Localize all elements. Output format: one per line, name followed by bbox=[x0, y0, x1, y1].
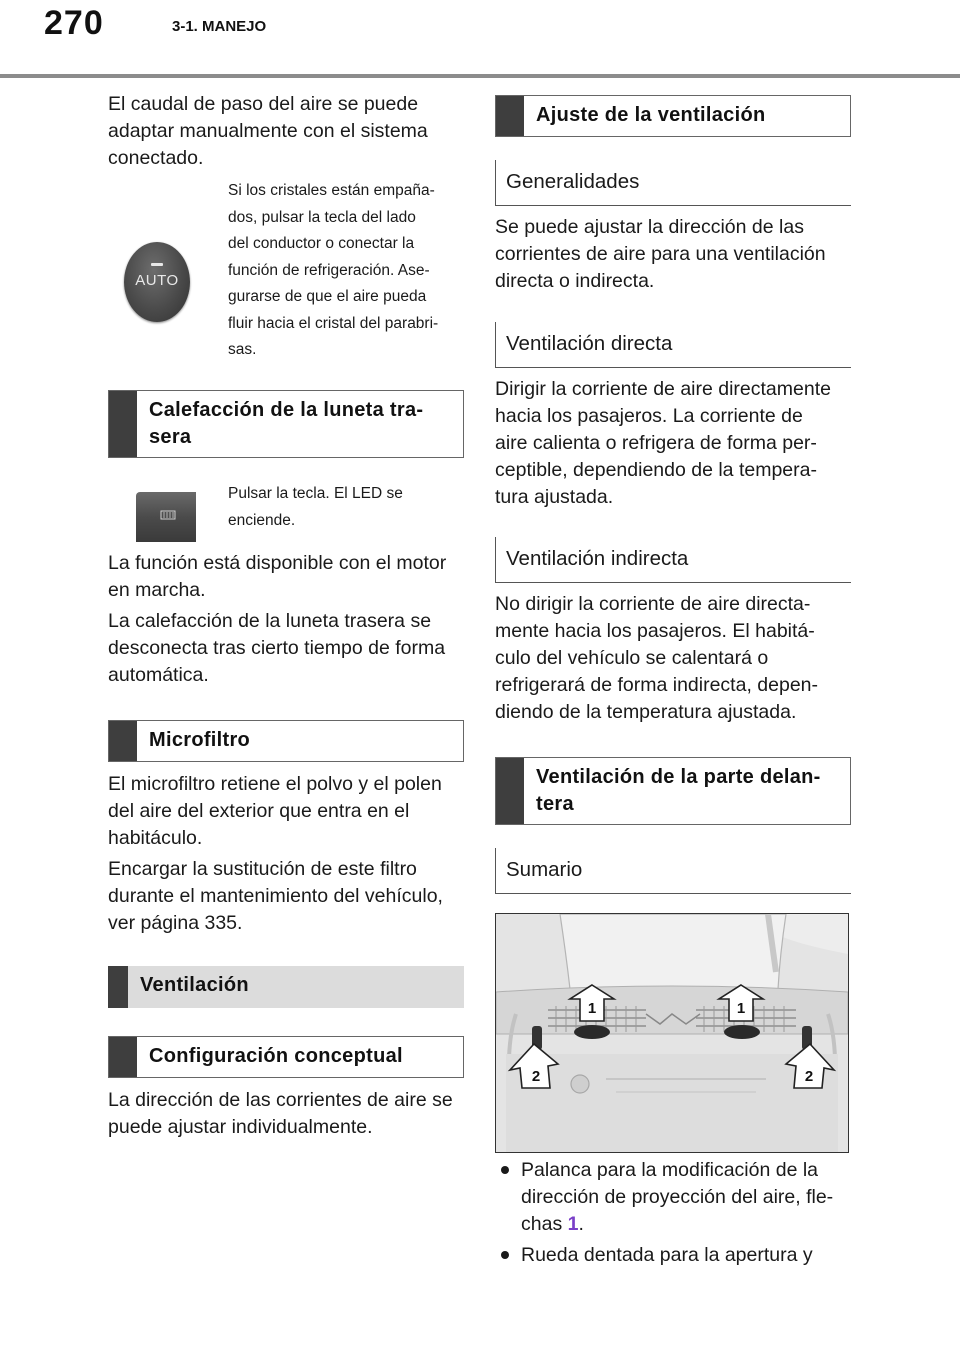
auto-button-image bbox=[124, 242, 190, 322]
text-line: Si los cristales están empaña- bbox=[228, 182, 435, 199]
rear-note bbox=[228, 481, 468, 534]
callout-1-right: 1 bbox=[736, 1000, 746, 1017]
heading-text bbox=[137, 391, 435, 457]
chapter-title: 3-1. MANEJO bbox=[172, 18, 267, 35]
bullet-item-2 bbox=[521, 1242, 861, 1269]
text-line: adaptar manualmente con el sistema bbox=[108, 120, 428, 142]
subheading-indirect: Ventilación indirecta bbox=[495, 537, 851, 583]
text-line: habitáculo. bbox=[108, 827, 203, 849]
heading-text: Ventilación bbox=[140, 974, 249, 996]
text-line: ceptible, dependiendo de la tempera- bbox=[495, 459, 817, 481]
text-line: fluir hacia el cristal del parabri- bbox=[228, 314, 439, 332]
text-line: conectado. bbox=[108, 147, 204, 169]
heading-line: Ventilación de la parte delan- bbox=[536, 766, 821, 788]
text-line: Palanca para la modificación de la bbox=[521, 1159, 819, 1181]
text-line: La función está disponible con el motor bbox=[108, 552, 447, 574]
text-line: función de refrigeración. Ase- bbox=[228, 261, 430, 279]
text-line: mente hacia los pasajeros. El habitá- bbox=[495, 620, 815, 642]
heading-line: Calefacción de la luneta tra- bbox=[149, 399, 424, 421]
text-line: refrigerará de forma indirecta, depen- bbox=[495, 674, 818, 696]
heading-tab bbox=[496, 96, 524, 136]
heading-ventilation-adjust bbox=[495, 95, 851, 137]
text-line: automática. bbox=[108, 664, 209, 686]
auto-note bbox=[228, 178, 468, 364]
text-line: gurarse de que el aire pueda bbox=[228, 288, 427, 305]
micro-paragraph-2 bbox=[108, 856, 468, 937]
text-line: Rueda dentada para la apertura y bbox=[521, 1244, 813, 1266]
callout-2-right: 2 bbox=[804, 1068, 814, 1085]
general-paragraph bbox=[495, 214, 855, 295]
heading-tab bbox=[496, 758, 524, 824]
dashboard-illustration bbox=[496, 914, 848, 1152]
indirect-paragraph bbox=[495, 591, 855, 726]
header-divider bbox=[0, 74, 960, 78]
text-line: El microfiltro retiene el polvo y el polen bbox=[108, 773, 442, 795]
rear-defrost-icon bbox=[160, 510, 176, 520]
text-line: aire calienta o refrigera de forma per- bbox=[495, 432, 817, 454]
text-line: culo del vehículo se calentará o bbox=[495, 647, 769, 669]
text-line: enciende. bbox=[228, 511, 296, 529]
heading-microfilter bbox=[108, 720, 464, 762]
text-fragment: . bbox=[578, 1213, 584, 1235]
direct-paragraph bbox=[495, 376, 855, 511]
heading-tab bbox=[109, 1037, 137, 1077]
callout-reference-1: 1 bbox=[567, 1213, 579, 1235]
rear-defrost-button-image bbox=[136, 492, 196, 542]
text-line: La calefacción de la luneta trasera se bbox=[108, 610, 432, 632]
heading-line: sera bbox=[149, 426, 192, 448]
heading-text: Ajuste de la ventilación bbox=[536, 104, 766, 126]
text-line bbox=[521, 1211, 861, 1238]
text-line: durante el mantenimiento del vehículo, bbox=[108, 885, 443, 907]
text-fragment: chas bbox=[521, 1213, 568, 1235]
subheading-general: Generalidades bbox=[495, 160, 851, 206]
text-line: sas. bbox=[228, 341, 257, 358]
rear-paragraph-2 bbox=[108, 608, 468, 689]
dashboard-vents-figure bbox=[495, 913, 849, 1153]
text-line: del conductor o conectar la bbox=[228, 235, 415, 252]
subheading-direct: Ventilación directa bbox=[495, 322, 851, 368]
callout-2-left: 2 bbox=[531, 1068, 541, 1085]
heading-tab bbox=[108, 966, 128, 1008]
text-line: ver página 335. bbox=[108, 912, 243, 934]
callout-1-left: 1 bbox=[587, 1000, 597, 1017]
text-line: El caudal de paso del aire se puede bbox=[108, 93, 419, 115]
bullet-icon bbox=[501, 1251, 509, 1259]
heading-text: Microfiltro bbox=[149, 729, 251, 751]
text-line: hacia los pasajeros. La corriente de bbox=[495, 405, 803, 427]
heading-line: tera bbox=[536, 793, 574, 815]
bullet-item-1 bbox=[521, 1157, 861, 1238]
text-line: del aire del exterior que entra en el bbox=[108, 800, 410, 822]
concept-paragraph bbox=[108, 1087, 468, 1141]
heading-conceptual-config bbox=[108, 1036, 464, 1078]
rear-paragraph-1 bbox=[108, 550, 468, 604]
heading-tab bbox=[109, 391, 137, 457]
heading-text: Configuración conceptual bbox=[149, 1045, 403, 1067]
text-line: diendo de la temperatura ajustada. bbox=[495, 701, 797, 723]
auto-button-label: AUTO bbox=[135, 272, 179, 289]
heading-rear-window-heating bbox=[108, 390, 464, 458]
text-line: dos, pulsar la tecla del lado bbox=[228, 208, 416, 226]
text-line: La dirección de las corrientes de aire se bbox=[108, 1089, 453, 1111]
heading-text bbox=[524, 758, 833, 824]
text-line: Encargar la sustitución de este filtro bbox=[108, 858, 417, 880]
text-line: corrientes de aire para una ventilación bbox=[495, 243, 826, 265]
text-line: No dirigir la corriente de aire directa- bbox=[495, 593, 811, 615]
intro-paragraph bbox=[108, 91, 468, 172]
text-line: dirección de proyección del aire, fle- bbox=[521, 1186, 834, 1208]
text-line: en marcha. bbox=[108, 579, 206, 601]
text-line: directa o indirecta. bbox=[495, 270, 655, 292]
subheading-summary: Sumario bbox=[495, 848, 851, 894]
heading-ventilation bbox=[108, 966, 464, 1008]
heading-tab bbox=[109, 721, 137, 761]
led-bar-icon bbox=[151, 263, 163, 266]
heading-front-ventilation bbox=[495, 757, 851, 825]
text-line: desconecta tras cierto tiempo de forma bbox=[108, 637, 446, 659]
bullet-icon bbox=[501, 1166, 509, 1174]
text-line: puede ajustar individualmente. bbox=[108, 1116, 373, 1138]
text-line: Pulsar la tecla. El LED se bbox=[228, 485, 403, 502]
text-line: tura ajustada. bbox=[495, 486, 614, 508]
text-line: Dirigir la corriente de aire directamente bbox=[495, 378, 831, 400]
page-number: 270 bbox=[44, 4, 104, 42]
text-line: Se puede ajustar la dirección de las bbox=[495, 216, 804, 238]
micro-paragraph-1 bbox=[108, 771, 468, 852]
